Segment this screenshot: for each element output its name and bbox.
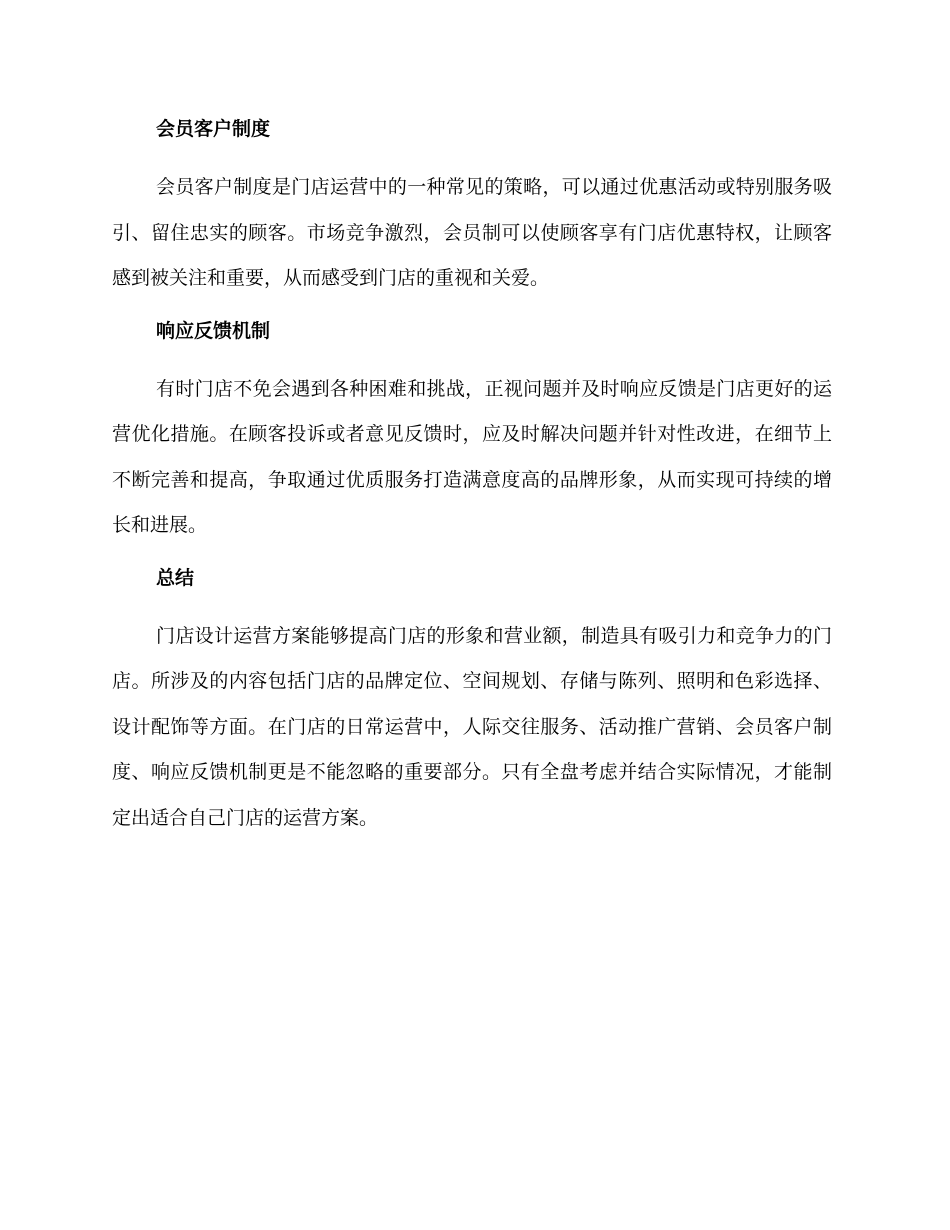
section-paragraph-summary: 门店设计运营方案能够提高门店的形象和营业额，制造具有吸引力和竞争力的门店。所涉及的内容包括门店的品牌定位、空间规划、存储与陈列、照明和色彩选择、设计配饰等方面。在门店的日常运营中，人际交往服务、活动推广营销、会员客户制度、响应反馈机制更是不能忽略的重要部分。只有全盘考虑并结合实际情况，才能制定出适合自己门店的运营方案。 [112, 624, 832, 829]
section-paragraph-membership: 会员客户制度是门店运营中的一种常见的策略，可以通过优惠活动或特别服务吸引、留住忠实的顾客。市场竞争激烈，会员制可以使顾客享有门店优惠特权，让顾客感到被关注和重要，从而感受到门店的重视和关爱。 [112, 176, 832, 289]
section-paragraph-feedback: 有时门店不免会遇到各种困难和挑战，正视问题并及时响应反馈是门店更好的运营优化措施。在顾客投诉或者意见反馈时，应及时解决问题并针对性改进，在细节上不断完善和提高，争取通过优质服务打造满意度高的品牌形象，从而实现可持续的增长和进展。 [112, 377, 832, 536]
section-heading-feedback: 响应反馈机制 [156, 319, 271, 342]
section-heading-membership: 会员客户制度 [156, 118, 271, 140]
section-heading-summary: 总结 [156, 566, 195, 589]
document-page [112, 110, 832, 841]
